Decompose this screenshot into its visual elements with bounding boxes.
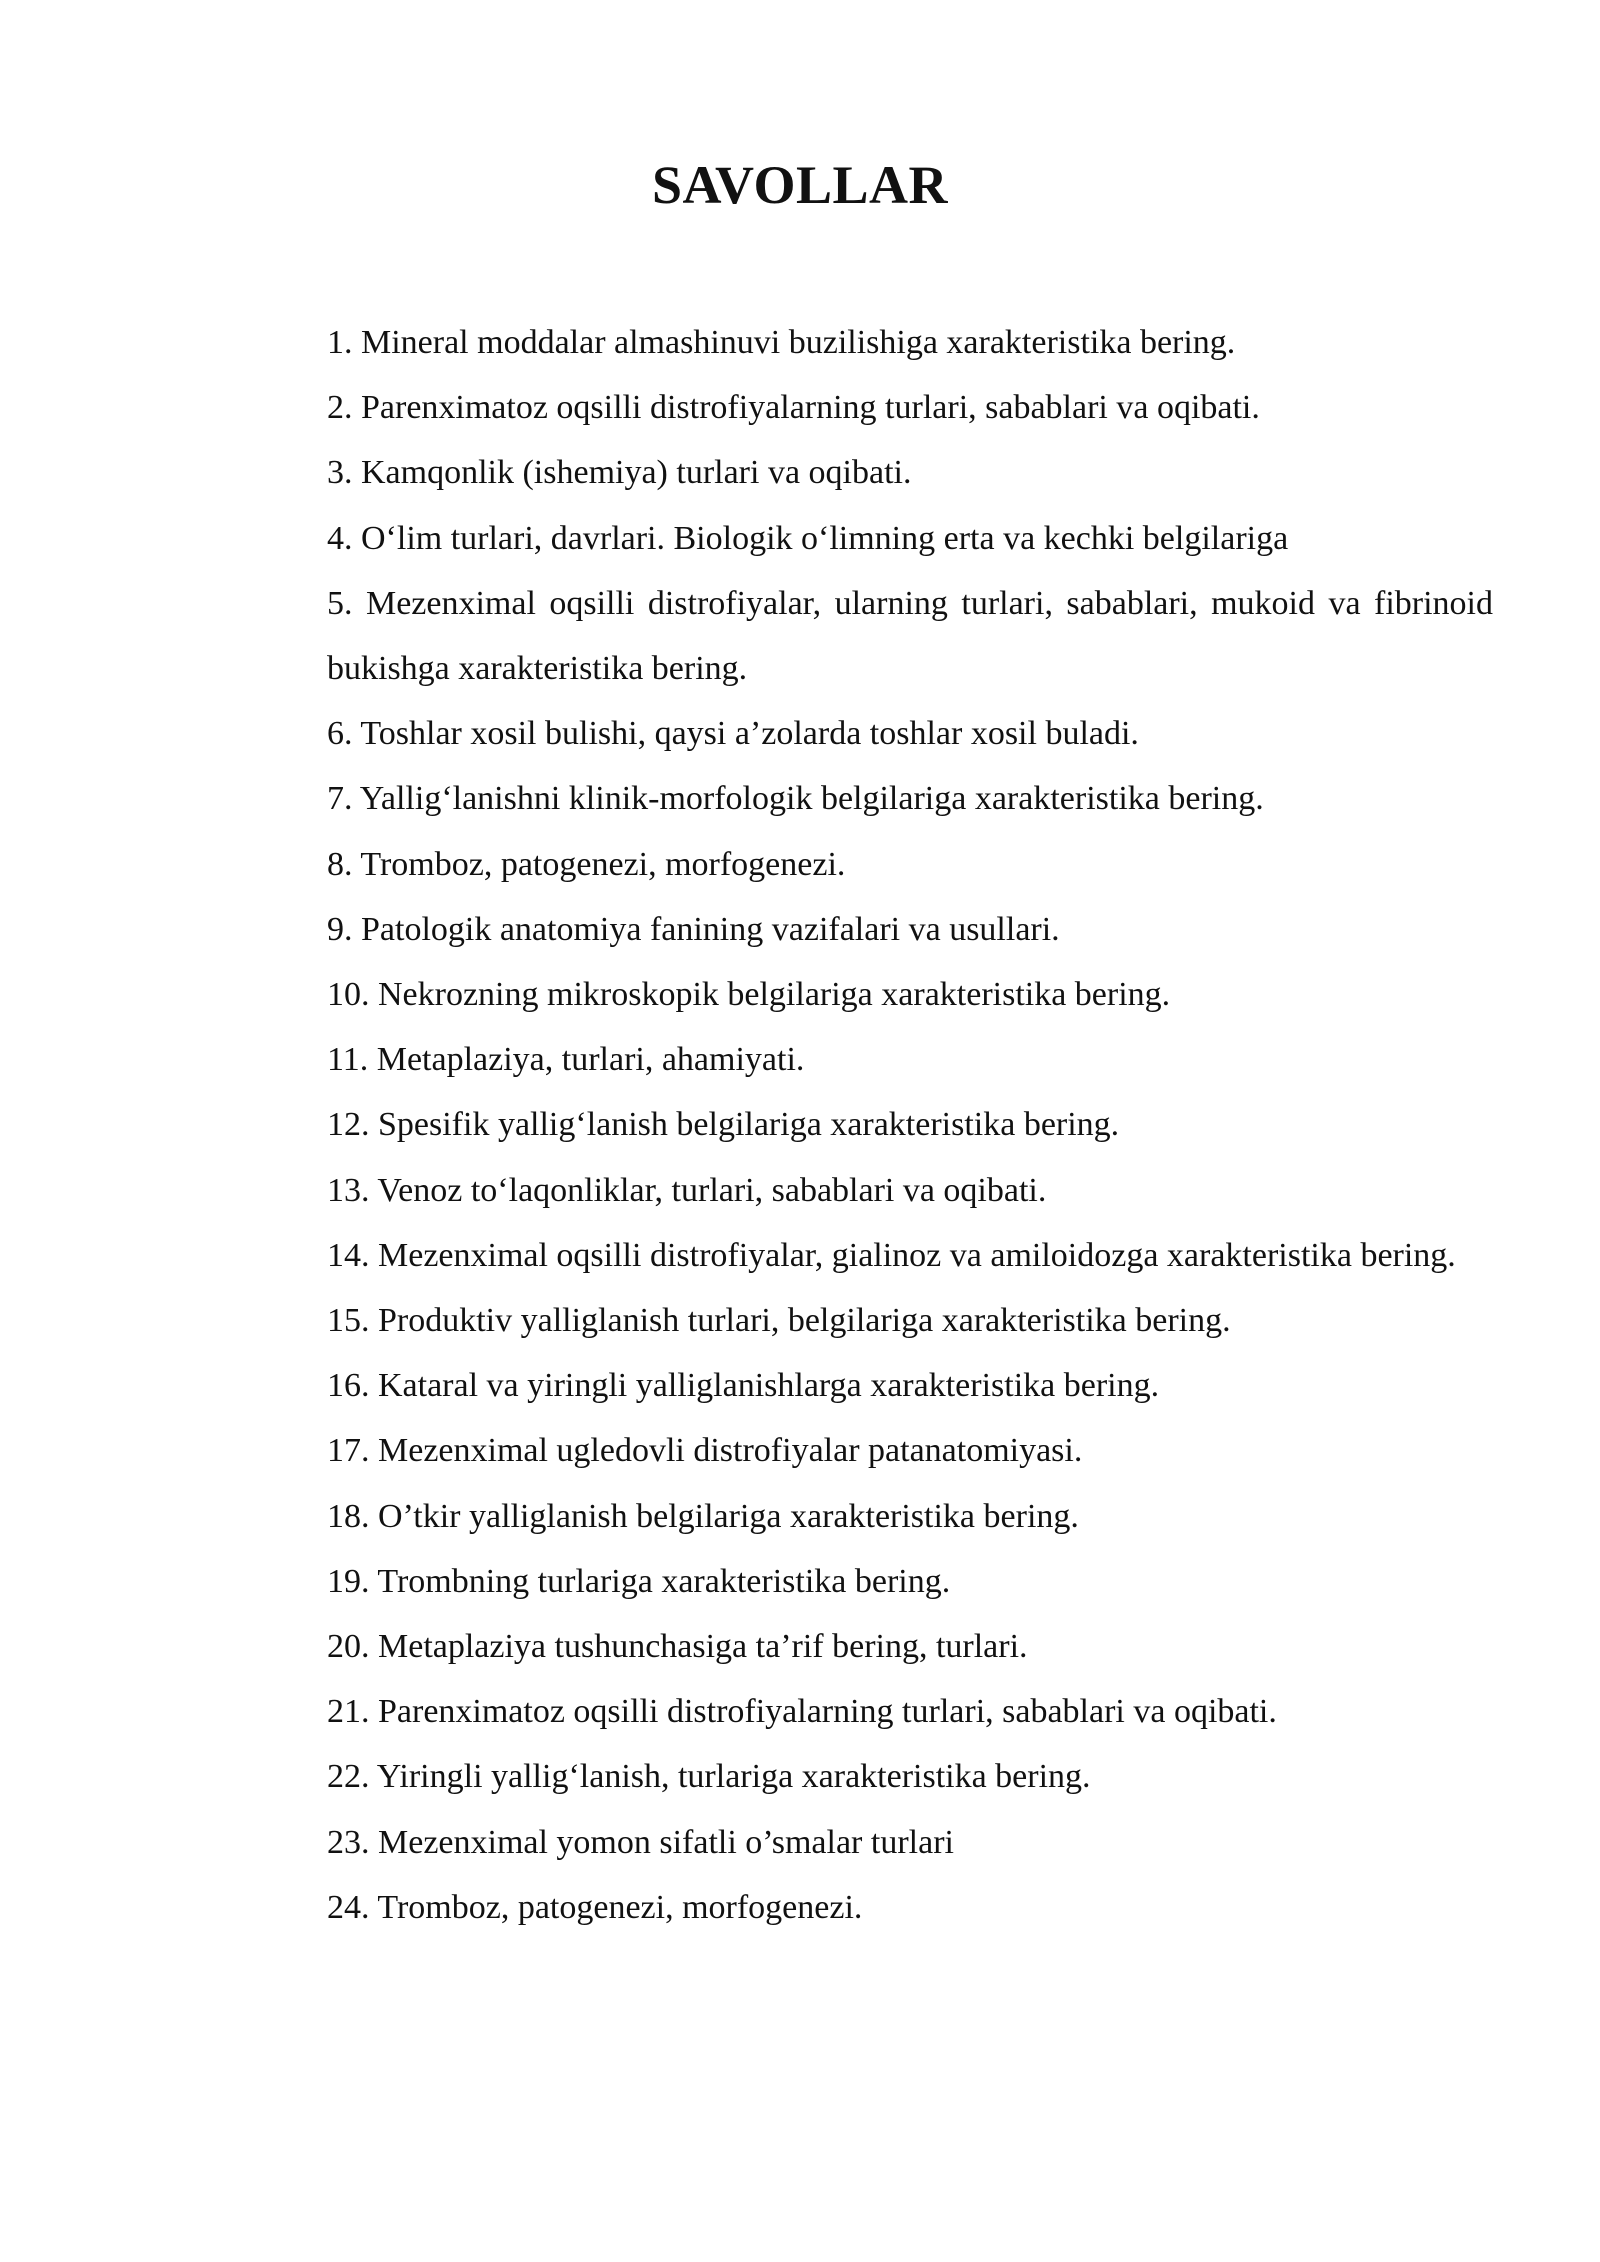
- question-item-21: 21. Parenximatoz oqsilli distrofiyalarning turlari, sabablari va oqibati.: [327, 1693, 1277, 1731]
- question-item-14: 14. Mezenximal oqsilli distrofiyalar, gialinoz va amiloidozga xarakteristika bering.: [327, 1236, 1456, 1274]
- question-item-16: 16. Kataral va yiringli yalliglanishlarga xarakteristika bering.: [327, 1367, 1160, 1405]
- question-list: [327, 310, 1493, 1940]
- question-item-7: 7. Yallig‘lanishni klinik-morfologik belgilariga xarakteristika bering.: [327, 780, 1264, 818]
- question-item-5: 5. Mezenximal oqsilli distrofiyalar, ularning turlari, sabablari, mukoid va fibrinoid bukishga xarakteristika bering.: [327, 584, 1493, 688]
- question-item-11: 11. Metaplaziya, turlari, ahamiyati.: [327, 1041, 805, 1079]
- question-item-10: 10. Nekrozning mikroskopik belgilariga xarakteristika bering.: [327, 976, 1171, 1014]
- question-item-1: 1. Mineral moddalar almashinuvi buzilishiga xarakteristika bering.: [327, 324, 1236, 361]
- question-item-12: 12. Spesifik yallig‘lanish belgilariga xarakteristika bering.: [327, 1106, 1120, 1144]
- question-item-9: 9. Patologik anatomiya fanining vazifalari va usullari.: [327, 910, 1060, 948]
- question-item-24: 24. Tromboz, patogenezi, morfogenezi.: [327, 1888, 863, 1926]
- question-item-3: 3. Kamqonlik (ishemiya) turlari va oqibati.: [327, 454, 912, 492]
- question-item-4: 4. O‘lim turlari, davrlari. Biologik o‘limning erta va kechki belgilariga: [327, 519, 1289, 557]
- question-item-17: 17. Mezenximal ugledovli distrofiyalar patanatomiyasi.: [327, 1432, 1083, 1470]
- question-item-8: 8. Tromboz, patogenezi, morfogenezi.: [327, 845, 846, 883]
- question-item-2: 2. Parenximatoz oqsilli distrofiyalarning turlari, sabablari va oqibati.: [327, 389, 1260, 427]
- question-item-18: 18. O’tkir yalliglanish belgilariga xarakteristika bering.: [327, 1497, 1079, 1535]
- question-item-22: 22. Yiringli yallig‘lanish, turlariga xarakteristika bering.: [327, 1758, 1091, 1796]
- question-item-13: 13. Venoz to‘laqonliklar, turlari, sabablari va oqibati.: [327, 1171, 1047, 1209]
- question-item-19: 19. Trombning turlariga xarakteristika bering.: [327, 1562, 951, 1600]
- question-item-15: 15. Produktiv yalliglanish turlari, belgilariga xarakteristika bering.: [327, 1302, 1231, 1340]
- page-title: SAVOLLAR: [651, 155, 949, 215]
- question-item-6: 6. Toshlar xosil bulishi, qaysi a’zolarda toshlar xosil buladi.: [327, 715, 1139, 753]
- question-item-23: 23. Mezenximal yomon sifatli o’smalar turlari: [327, 1823, 954, 1861]
- question-item-20: 20. Metaplaziya tushunchasiga ta’rif bering, turlari.: [327, 1628, 1028, 1666]
